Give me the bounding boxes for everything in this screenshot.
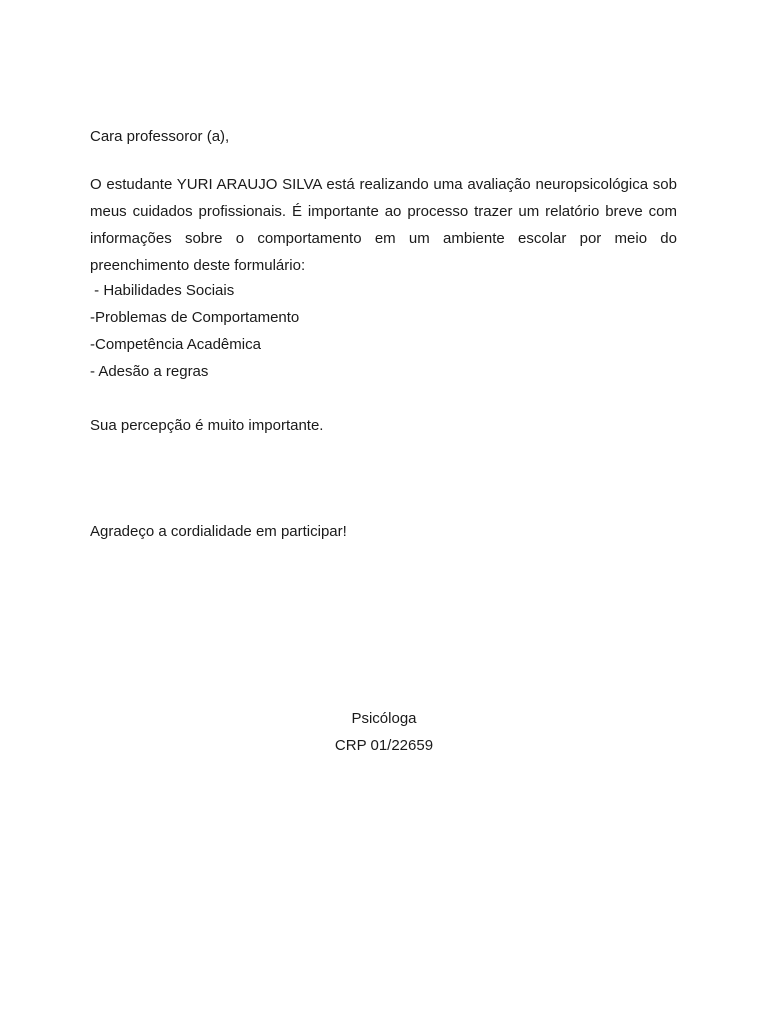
list-item: -Competência Acadêmica (90, 336, 261, 353)
list-item: -Problemas de Comportamento (90, 309, 300, 326)
assessment-items-list (90, 277, 677, 385)
list-item: - Adesão a regras (90, 363, 209, 380)
signature-title: Psicóloga (351, 710, 417, 727)
perception-note: Sua percepção é muito importante. (90, 417, 324, 434)
body-paragraph: O estudante YURI ARAUJO SILVA está realizando uma avaliação neuropsicológica sob meus cuidados profissionais. É importante ao processo trazer um relatório breve com informações sobre o comportamento em um ambiente escolar por meio do preenchimento deste formulário: (90, 176, 677, 274)
thanks-note: Agradeço a cordialidade em participar! (90, 523, 347, 540)
list-item: - Habilidades Sociais (90, 282, 235, 299)
salutation: Cara professoror (a), (90, 128, 230, 145)
signature-crp: CRP 01/22659 (334, 737, 434, 754)
